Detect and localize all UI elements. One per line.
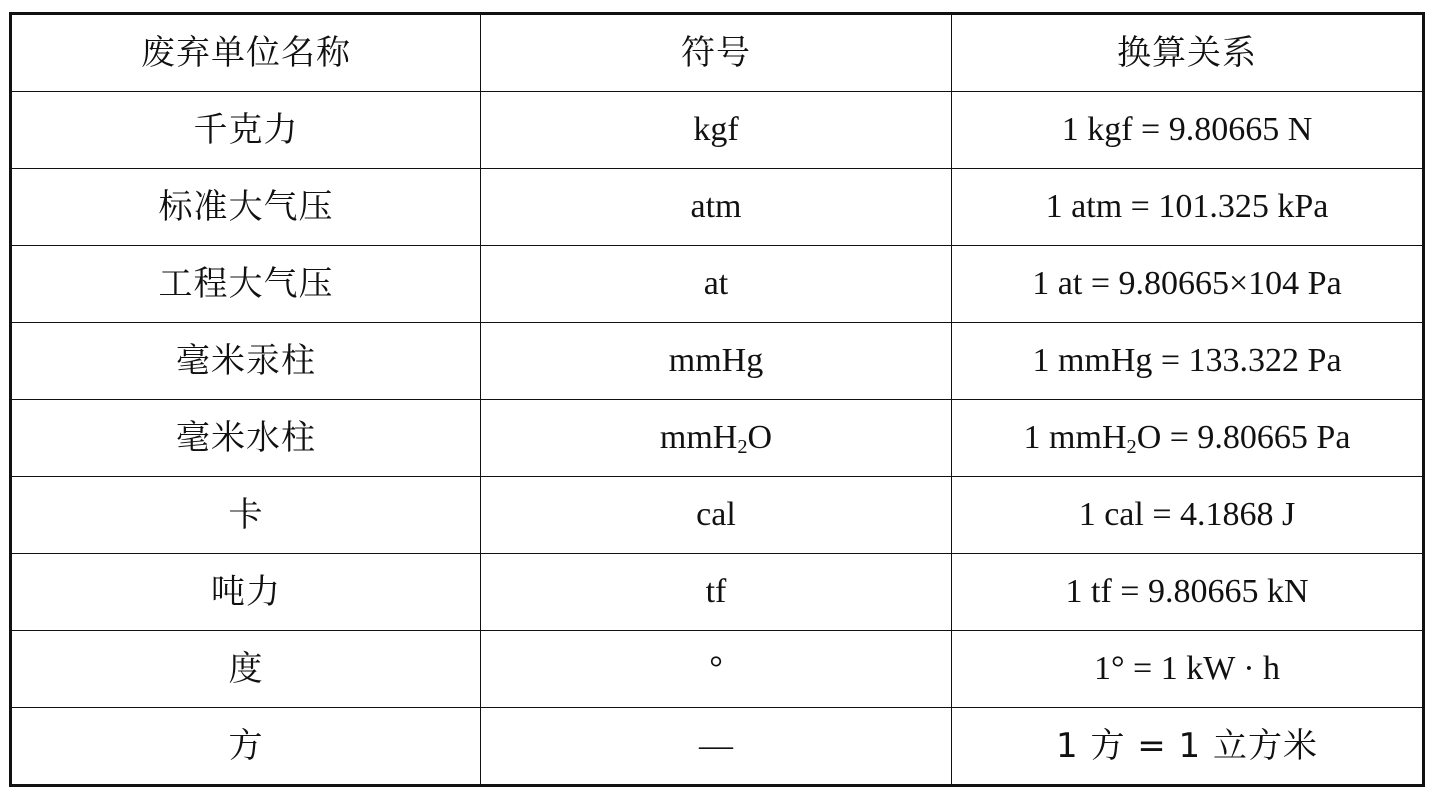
conversion-cell: 1° = 1 kW · h — [952, 631, 1424, 708]
unit-symbol-cell: — — [481, 708, 952, 786]
table-row — [11, 708, 1424, 786]
conversion-cell: 1 tf = 9.80665 kN — [952, 554, 1424, 631]
conversion-cell: 1 atm = 101.325 kPa — [952, 169, 1424, 246]
unit-symbol-cell — [481, 400, 952, 477]
table-row — [11, 92, 1424, 169]
conversion-cell: 1 mmHg = 133.322 Pa — [952, 323, 1424, 400]
table-row — [11, 169, 1424, 246]
unit-symbol-cell: atm — [481, 169, 952, 246]
unit-name-cell: 工程大气压 — [11, 246, 481, 323]
conversion-prefix: 1 mmH — [1023, 419, 1127, 456]
unit-conversion-table — [9, 12, 1425, 787]
header-unit-name: 废弃单位名称 — [11, 14, 481, 92]
table-row — [11, 477, 1424, 554]
conversion-cell: 1 方 = 1 立方米 — [952, 708, 1424, 786]
unit-symbol-cell: mmHg — [481, 323, 952, 400]
table-row — [11, 631, 1424, 708]
unit-name-cell: 毫米汞柱 — [11, 323, 481, 400]
unit-name-cell: 方 — [11, 708, 481, 786]
unit-name-cell: 千克力 — [11, 92, 481, 169]
unit-symbol-cell: tf — [481, 554, 952, 631]
unit-symbol-cell: kgf — [481, 92, 952, 169]
conversion-subscript: 2 — [1126, 436, 1137, 459]
conversion-cell — [952, 400, 1424, 477]
header-symbol: 符号 — [481, 14, 952, 92]
table-row — [11, 400, 1424, 477]
symbol-prefix: mmH — [659, 419, 738, 456]
unit-name-cell: 吨力 — [11, 554, 481, 631]
header-conversion: 换算关系 — [952, 14, 1424, 92]
symbol-suffix: O — [747, 419, 773, 456]
unit-name-cell: 度 — [11, 631, 481, 708]
conversion-cell: 1 cal = 4.1868 J — [952, 477, 1424, 554]
conversion-cell: 1 at = 9.80665×104 Pa — [952, 246, 1424, 323]
table-row — [11, 554, 1424, 631]
unit-name-cell: 卡 — [11, 477, 481, 554]
unit-name-cell: 毫米水柱 — [11, 400, 481, 477]
conversion-suffix: O = 9.80665 Pa — [1136, 419, 1351, 456]
table-row — [11, 323, 1424, 400]
unit-symbol-cell: cal — [481, 477, 952, 554]
unit-symbol-cell: at — [481, 246, 952, 323]
table-row — [11, 246, 1424, 323]
table-header-row — [11, 14, 1424, 92]
unit-name-cell: 标准大气压 — [11, 169, 481, 246]
unit-conversion-table-wrapper — [9, 12, 1422, 779]
unit-symbol-cell: ° — [481, 631, 952, 708]
symbol-subscript: 2 — [737, 436, 748, 459]
conversion-cell: 1 kgf = 9.80665 N — [952, 92, 1424, 169]
